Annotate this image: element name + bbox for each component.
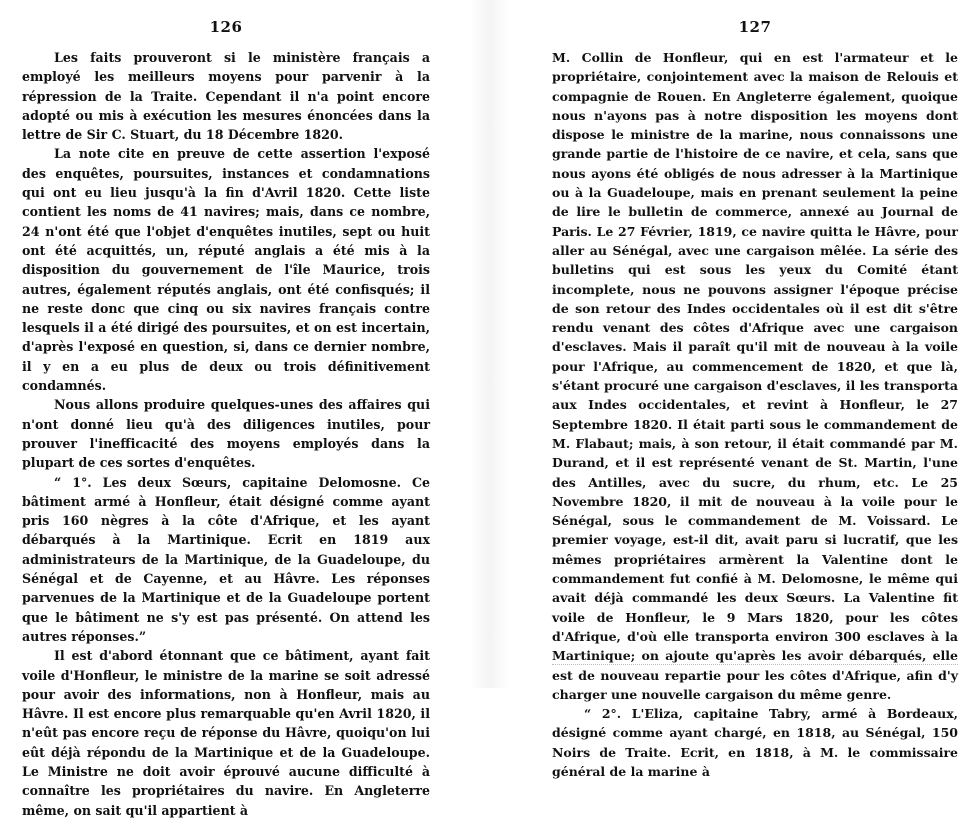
paragraph: Il est d'abord étonnant que ce bâtiment, ayant fait voile d'Honfleur, le ministre de la marine se soit adressé pour avoir des informations, non à Honfleur, mais au Hâvre. Il est encore plus remarquable qu'en Avril 1820, il n'eût pas encore reçu de réponse du Hâvre, quoiqu'on lui eût déjà répondu de la Martinique et de la Guadeloupe. Le Ministre ne doit avoir éprouvé aucune difficulté à connaître les propriétaires du navire. En Angleterre même, on sait qu'il appartient à — [22, 648, 430, 818]
left-page — [22, 0, 430, 820]
page-number-right: 127 — [738, 18, 772, 36]
left-page-text — [22, 48, 430, 820]
paragraph: “ 2°. L'Eliza, capitaine Tabry, armé à Bordeaux, désigné comme ayant chargé, en 1818, au Sénégal, 150 Noirs de Traite. Ecrit, en 1818, à M. le commissaire général de la marine à — [552, 706, 958, 779]
paragraph: “ 1°. Les deux Sœurs, capitaine Delomosne. Ce bâtiment armé à Honfleur, était désigné comme ayant pris 160 nègres à la côte d'Afrique, et les ayant débarqués à la Martinique. Ecrit en 1819 aux administrateurs de la Martinique, de la Guadeloupe, du Sénégal et de Cayenne, et au Hâvre. Les réponses parvenues de la Martinique et de la Guadeloupe portent que le bâtiment ne s'y est pas présenté. On attend les autres réponses.” — [22, 474, 430, 644]
paragraph: La note cite en preuve de cette assertion l'exposé des enquêtes, poursuites, instances et condamnations qui ont eu lieu jusqu'à la fin d'Avril 1820. Cette liste contient les noms de 41 navires; mais, dans ce nombre, 24 n'ont été que l'objet d'enquêtes inutiles, sept ou huit ont été acquittés, un, réputé anglais a été mis à la disposition du gouvernement de l'île Maurice, trois autres, également réputés anglais, ont été confisqués; il ne reste donc que cinq ou six navires français contre lesquels il a été dirigé des poursuites, et on est incertain, d'après l'exposé en question, si, dans ce dernier nombre, il y en a eu plus de deux ou trois définitivement condamnés. — [22, 146, 430, 394]
paragraph: Nous allons produire quelques-unes des affaires qui n'ont donné lieu qu'à des diligences inutiles, pour prouver l'inefficacité des moyens employés dans la plupart de ces sortes d'enquêtes. — [22, 397, 430, 471]
paragraph: Les faits prouveront si le ministère français a employé les meilleurs moyens pour parvenir à la répression de la Traite. Cependant il n'a point encore adopté ou mis à exécution les mesures énoncées dans la lettre de Sir C. Stuart, du 18 Décembre 1820. — [22, 50, 430, 143]
book-gutter — [470, 0, 510, 688]
page-number-left: 126 — [209, 18, 243, 36]
paragraph: M. Collin de Honfleur, qui en est l'armateur et le propriétaire, conjointement avec la maison de Relouis et compagnie de Rouen. En Angleterre également, quoique nous n'ayons pas à notre disposition les moyens dont dispose le ministre de la marine, nous connaissons une grande partie de l'histoire de ce navire, et cela, sans que nous ayons été obligés de nous adresser à la Martinique ou à la Guadeloupe, mais en prenant seulement la peine de lire le bulletin de commerce, annexé au Journal de Paris. Le 27 Février, 1819, ce navire quitta le Hâvre, pour aller au Sénégal, avec une cargaison mêlée. La série des bulletins qui est sous les yeux du Comité étant incomplete, nous ne pouvons assigner l'époque précise de son retour des Indes occidentales où il est dit s'être rendu venant des côtes d'Afrique avec une cargaison d'esclaves. Mais il paraît qu'il mit de nouveau à la voile pour l'Afrique, au commencement de 1820, et que là, s'étant procuré une cargaison d'esclaves, il les transporta aux Indes occidentales, et revint à Honfleur, le 27 Septembre 1820. Il était parti sous le commandement de M. Flabaut; mais, à son retour, il était commandé par M. Durand, et il est représenté venant de St. Martin, l'une des Antilles, avec du sucre, du rhum, etc. Le 25 Novembre 1820, il mit de nouveau à la voile pour le Sénégal, sous le commandement de M. Voissard. Le premier voyage, est-il dit, avait paru si lucratif, que les mêmes propriétaires armèrent la Valentine dont le commandement fut confié à M. Delomosne, le même qui avait déjà commandé les deux Sœurs. La Valentine fit voile de Honfleur, le 9 Mars 1820, pour les côtes d'Afrique, d'où elle transporta environ 300 esclaves à la Martinique; on ajoute qu'après les avoir débarqués, elle est de nouveau repartie pour les côtes d'Afrique, afin d'y charger une nouvelle cargaison du même genre. — [552, 50, 958, 702]
page-bottom-edge — [552, 664, 958, 679]
